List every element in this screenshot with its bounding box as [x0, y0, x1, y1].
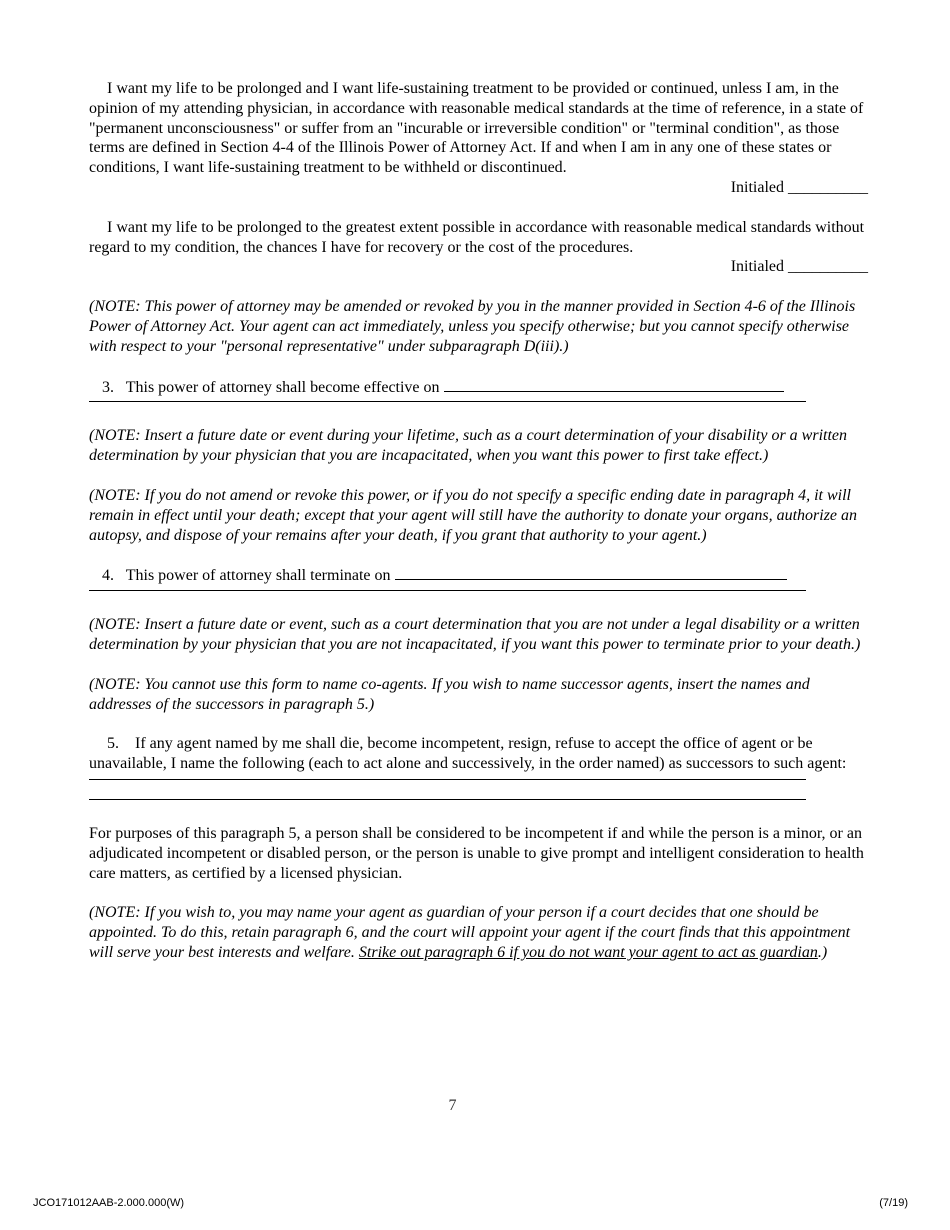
paragraph-4-number: 4. [102, 567, 114, 585]
paragraph-4-text: This power of attorney shall terminate on [125, 567, 391, 585]
paragraph-5 [89, 734, 868, 774]
paragraph-5-number: 5. [107, 735, 119, 753]
paragraph-3 [89, 377, 868, 398]
successor-agent-line-1[interactable] [89, 778, 806, 780]
paragraph-3-number: 3. [102, 378, 114, 396]
footer-document-code: JCO171012AAB-2.000.000(W) [33, 1197, 185, 1209]
page-number: 7 [448, 1097, 457, 1114]
effective-date-blank[interactable] [444, 377, 784, 392]
note-amend-revoke: (NOTE: This power of attorney may be amended or revoked by you in the manner provided in Section 4-6 of the Illinois Power of Attorney Act. Your agent can act immediately, unless you specify otherwise; but you cannot specify otherwise with respect to your "personal representative" under subparagraph D(iii).) [89, 298, 856, 355]
paragraph-incompetent-definition: For purposes of this paragraph 5, a person shall be considered to be incompetent if and while the person is a minor, or an adjudicated incompetent or disabled person, or the person is unable to give prompt and intelligent consideration to health care matters, as certified by a licensed physician. [89, 824, 864, 882]
note-guardian-underlined: Strike out paragraph 6 if you do not want your agent to act as guardian [358, 943, 818, 961]
paragraph-prolong-conditional: I want my life to be prolonged and I want life-sustaining treatment to be provided or continued, unless I am, in the opinion of my attending physician, in accordance with reasonable medical standards at the time of reference, in a state of "permanent unconsciousness" or suffer from an "incurable or irreversible condition" or "terminal condition", as those terms are defined in Section 4-4 of the Illinois Power of Attorney Act. If and when I am in any one of these states or conditions, I want life-sustaining treatment to be withheld or discontinued. [89, 80, 864, 177]
note-guardian-start: (NOTE: If you wish to, you may name your agent as guardian of your person if a court decides that one should be appointed. To do this, retain paragraph 6, and the court will appoint your agent if the court finds that this appointment will serve your best interests and welfare. [89, 904, 851, 961]
initialed-line-2: Initialed __________ [730, 258, 868, 276]
paragraph-5-text: If any agent named by me shall die, become incompetent, resign, refuse to accept the office of agent or be unavailable, I name the following (each to act alone and successively, in the order named) as successors to such agent: [89, 735, 847, 773]
termination-date-blank[interactable] [395, 565, 787, 580]
paragraph-4 [89, 565, 868, 586]
paragraph-prolong-max: I want my life to be prolonged to the greatest extent possible in accordance with reasonable medical standards without regard to my condition, the chances I have for recovery or the cost of the procedures. [89, 218, 865, 256]
document-body [89, 79, 868, 963]
note-future-date: (NOTE: Insert a future date or event during your lifetime, such as a court determination of your disability or a written determination by your physician that you are incapacitated, when you want this power to first take effect.) [89, 427, 847, 465]
note-co-agents: (NOTE: You cannot use this form to name co-agents. If you wish to name successor agents, insert the names and addresses of the successors in paragraph 5.) [89, 675, 810, 713]
initialed-line-1: Initialed __________ [730, 178, 868, 196]
note-terminate: (NOTE: Insert a future date or event, such as a court determination that you are not under a legal disability or a written determination by your physician that you are not incapacitated, if you want this power to terminate prior to your death.) [89, 616, 861, 653]
note-remain-in-effect: (NOTE: If you do not amend or revoke this power, or if you do not specify a specific ending date in paragraph 4, it will remain in effect until your death; except that your agent will still have the authority to donate your organs, authorize an autopsy, and dispose of your remains after your death, if you grant that authority to your agent.) [89, 486, 858, 544]
note-guardian [89, 903, 868, 962]
footer-page-count: (7/19) [879, 1197, 908, 1209]
paragraph-3-text: This power of attorney shall become effective on [125, 378, 440, 396]
note-guardian-end: .) [817, 943, 828, 961]
